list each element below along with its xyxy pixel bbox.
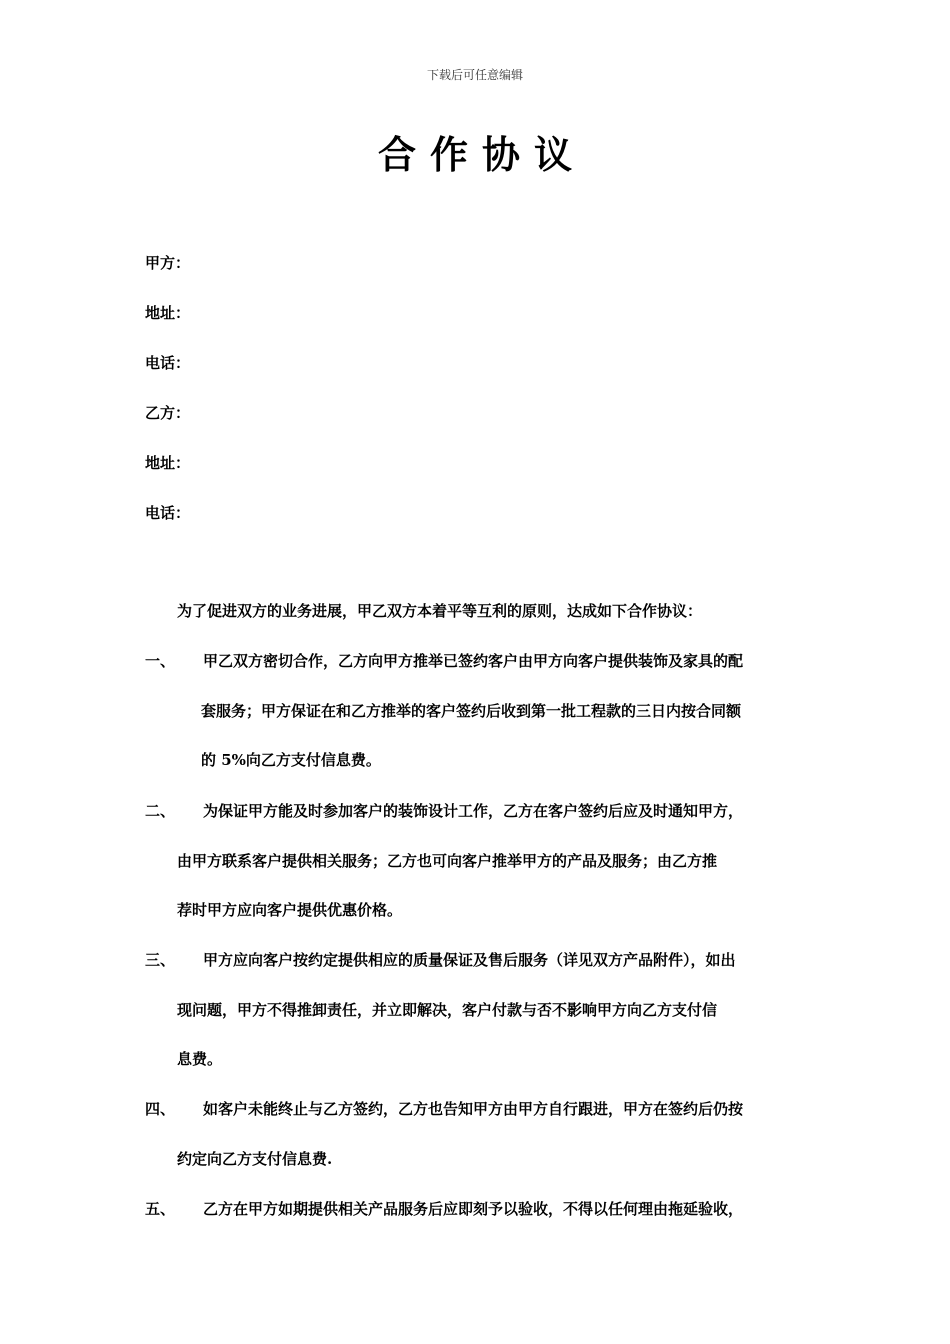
party-a-phone-label: 电话： — [145, 354, 191, 372]
clause-line: 套服务；甲方保证在和乙方推举的客户签约后收到第一批工程款的三日内按合同额 — [201, 702, 742, 720]
clause-line: 息费。 — [177, 1050, 223, 1068]
clause-number: 三、 — [145, 951, 176, 969]
party-a-address-label: 地址： — [145, 304, 191, 322]
clause-line: 现问题，甲方不得推卸责任，并立即解决，客户付款与否不影响甲方向乙方支付信 — [177, 1001, 718, 1019]
party-b-address-label: 地址： — [145, 454, 191, 472]
clause-line: 为保证甲方能及时参加客户的装饰设计工作，乙方在客户签约后应及时通知甲方， — [203, 802, 744, 820]
party-a-name-label: 甲方： — [145, 254, 191, 272]
document-title: 合作协议 — [377, 132, 586, 177]
clause-line: 的 5%向乙方支付信息费。 — [201, 751, 381, 769]
clause-number: 五、 — [145, 1200, 176, 1218]
header-note: 下载后可任意编辑 — [426, 68, 523, 82]
clause-line: 乙方在甲方如期提供相关产品服务后应即刻予以验收，不得以任何理由拖延验收， — [203, 1200, 744, 1218]
clause-line: 荐时甲方应向客户提供优惠价格。 — [177, 901, 403, 919]
party-b-name-label: 乙方： — [145, 404, 191, 422]
clause-number: 二、 — [145, 802, 176, 820]
clause-line: 由甲方联系客户提供相关服务；乙方也可向客户推举甲方的产品及服务；由乙方推 — [177, 852, 718, 870]
party-b-phone-label: 电话： — [145, 504, 191, 522]
clause-line: 如客户未能终止与乙方签约，乙方也告知甲方由甲方自行跟进，甲方在签约后仍按 — [203, 1100, 744, 1118]
intro-paragraph: 为了促进双方的业务进展，甲乙双方本着平等互利的原则，达成如下合作协议： — [177, 602, 703, 620]
clause-number: 一、 — [145, 652, 176, 670]
clause-number: 四、 — [145, 1100, 176, 1118]
clause-line: 甲乙双方密切合作，乙方向甲方推举已签约客户由甲方向客户提供装饰及家具的配 — [203, 652, 744, 670]
clause-line: 约定向乙方支付信息费. — [177, 1150, 333, 1168]
clause-line: 甲方应向客户按约定提供相应的质量保证及售后服务（详见双方产品附件），如出 — [203, 951, 736, 969]
